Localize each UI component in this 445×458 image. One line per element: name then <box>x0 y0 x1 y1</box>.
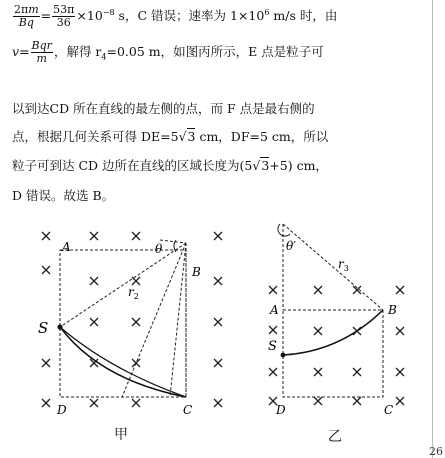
label-left-r2: $r_2$ <box>128 285 139 301</box>
label-left-C: C <box>183 403 193 417</box>
fraction-53pi-over-36: $\frac{53\pi}{36}$ <box>53 3 75 30</box>
label-left-B: B <box>192 265 201 279</box>
figure-left <box>38 232 222 417</box>
figure-right <box>268 224 404 417</box>
label-right-S: S <box>268 339 277 354</box>
text-line-3: 以到达CD 所在直线的最左侧的点，而 F 点是最右侧的 <box>12 101 315 116</box>
text-line-4: 点，根据几何关系可得 DE=5√3 cm，DF=5 cm，所以 <box>12 129 329 144</box>
label-right-A: A <box>270 303 279 317</box>
text-line-6: D 错误。故选 B。 <box>12 188 115 203</box>
label-right-C: C <box>384 403 394 417</box>
label-right-D: D <box>276 403 286 417</box>
label-left-D: D <box>57 403 67 417</box>
page-number: 26 <box>429 445 443 458</box>
text-line-1: $\frac{2\pi m}{Bq}$ = $\frac{53\pi}{36}$ $\times 10^{-8}$ s，C 错误；速率为 $1\times 10^6$ m/s 时，由 <box>14 3 338 30</box>
magnetic-field-crosses-right <box>269 286 404 405</box>
label-left-theta: θ <box>155 242 163 256</box>
caption-right-figure: 乙 <box>328 429 342 445</box>
label-right-B: B <box>388 303 397 317</box>
fraction-2pim-over-bq: $\frac{2\pi m}{Bq}$ <box>14 3 39 30</box>
label-right-r3: $r_3$ <box>338 257 349 273</box>
label-left-S: S <box>38 319 49 337</box>
text-line-2: v= $\frac{\text{Bqr}}{m}$ ，解得 $r_4=0.05$ m，如图丙所示，E 点是粒子可 <box>12 39 324 65</box>
text-line-5: 粒子可到达 CD 边所在直线的区域长度为(5√3+5) cm， <box>12 158 328 173</box>
caption-left-figure: 甲 <box>114 427 128 443</box>
fraction-bqr-over-m: $\frac{\text{Bqr}}{m}$ <box>31 39 52 65</box>
label-right-theta: θ′ <box>286 239 296 253</box>
label-left-A: A <box>62 240 71 254</box>
